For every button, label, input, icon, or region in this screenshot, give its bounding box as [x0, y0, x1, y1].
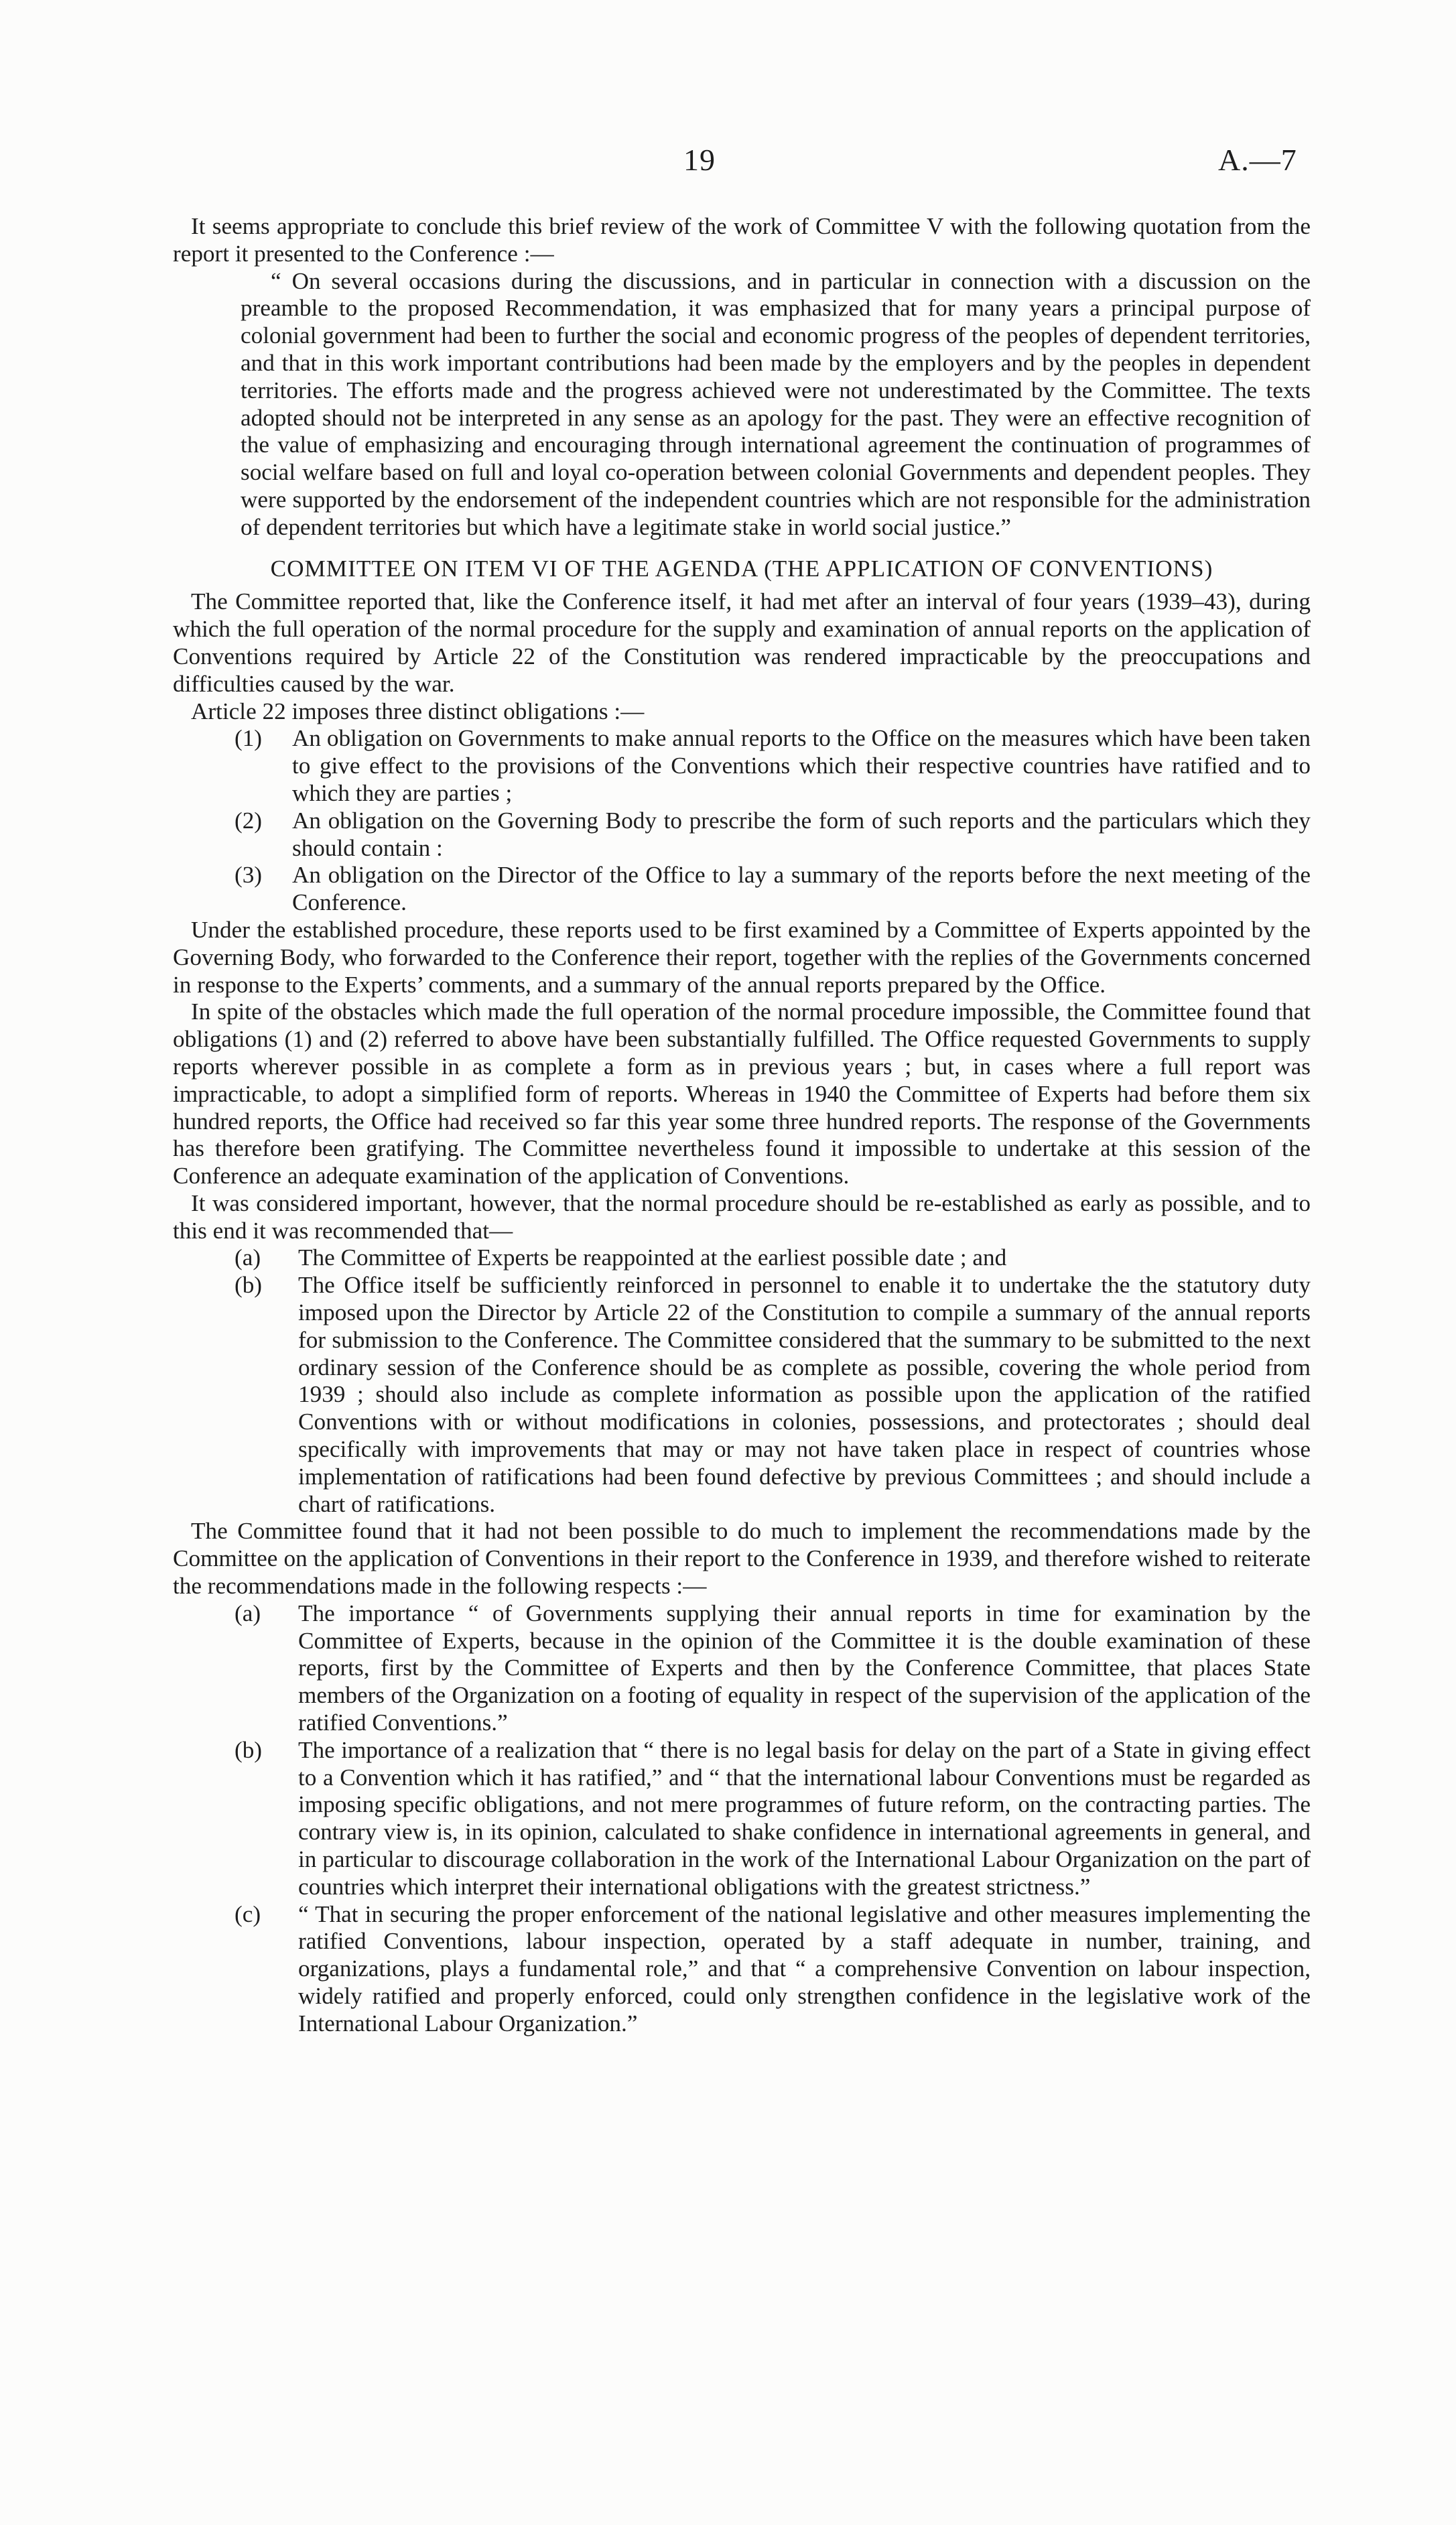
obligation-item — [235, 807, 1311, 862]
paragraph-committee-report: The Committee reported that, like the Conference itself, it had met after an interval of four years (1939–43), during which the full operation of the normal procedure for the supply and examination of annual reports on the application of Conventions required by Article 22 of the Constitution was rendered impracticable by the preoccupations and difficulties caused by the war. — [173, 588, 1311, 697]
paragraph-obstacles: In spite of the obstacles which made the full operation of the normal procedure impossible, the Committee found that obligations (1) and (2) referred to above have been substantially fulfilled. The Office requested Governments to supply reports wherever possible in as complete a form as in previous years ; but, in cases where a full report was impracticable, to adopt a simplified form of reports. Whereas in 1940 the Committee of Experts had before them six hundred reports, the Office had received so far this year some three hundred reports. The response of the Governments has therefore been gratifying. The Committee nevertheless found it impossible to undertake at this session of the Conference an adequate examination of the application of Conventions. — [173, 998, 1311, 1189]
recommendation-label: (a) — [235, 1244, 261, 1271]
obligation-label: (1) — [235, 725, 263, 752]
respect-text: The importance “ of Governments supplying their annual reports in time for examination by the Committee of Experts, because in the opinion of the Committee it is the double examination of these reports, first by the Committee of Experts and then by the Conference Committee, that places State members of the Organization on a footing of equality in respect of the supervision of the application of the ratified Conventions.” — [298, 1600, 1311, 1736]
respect-text: “ That in securing the proper enforcement of the national legislative and other measures implementing the ratified Conventions, labour inspection, operated by a staff adequate in number, training, and organizations, plays a fundamental role,” and that “ a comprehensive Convention on labour inspection, widely ratified and properly enforced, could only strengthen confidence in the legislative work of the International Labour Organization.” — [298, 1900, 1311, 2036]
section-heading: COMMITTEE ON ITEM VI OF THE AGENDA (THE APPLICATION OF CONVENTIONS) — [270, 555, 1213, 582]
document-reference: A.—7 — [1218, 143, 1297, 177]
respect-item — [235, 1600, 1311, 1737]
obligation-label: (3) — [235, 862, 263, 889]
recommendation-text: The Office itself be sufficiently reinforced in personnel to enable it to undertake the the statutory duty imposed upon the Director by Article 22 of the Constitution to compile a summary of the annual reports for submission to the Conference. The Committee considered that the summary to be submitted to the next ordinary session of the Conference should be as complete as possible, covering the whole period from 1939 ; should also include as complete information as possible upon the application of the ratified Conventions with or without modifications in colonies, possessions, and protectorates ; should deal specifically with improvements that may or may not have taken place in respect of countries whose implementation of ratifications had been found defective by previous Committees ; and should include a chart of ratifications. — [298, 1272, 1311, 1517]
obligation-label: (2) — [235, 807, 263, 834]
paragraph-established-procedure: Under the established procedure, these reports used to be first examined by a Committee of Experts appointed by the Governing Body, who forwarded to the Conference their report, together with the replies of the Governments concerned in response to the Experts’ comments, and a summary of the annual reports prepared by the Office. — [173, 916, 1311, 998]
respect-text: The importance of a realization that “ there is no legal basis for delay on the part of a State in giving effect to a Convention which it has ratified,” and “ that the international labour Conventions must be regarded as imposing specific obligations, and not mere programmes of future reform, on the contracting parties. The contrary view is, in its opinion, calculated to shake confidence in international agreements in general, and in particular to discourage collaboration in the work of the International Labour Organization on the part of countries which interpret their international obligations with the greatest strictness.” — [298, 1736, 1311, 1900]
committee-v-quotation: “ On several occasions during the discussions, and in particular in connection with a discussion on the preamble to the proposed Recommendation, it was emphasized that for many years a principal purpose of colonial government had been to further the social and economic progress of the peoples of dependent territories, and that in this work important contributions had been made by the employers and by the peoples in dependent territories. The efforts made and the progress achieved were not underestimated by the Committee. The texts adopted should not be interpreted in any sense as an apology for the past. They were an effective recognition of the value of emphasizing and encouraging through international agreement the continuation of programmes of social welfare based on full and loyal co-operation between colonial Governments and dependent peoples. They were supported by the endorsement of the independent countries which are not responsible for the administration of dependent territories but which have a legitimate stake in world social justice.” — [241, 267, 1311, 540]
paragraph-recommended: It was considered important, however, that the normal procedure should be re-established as early as possible, and to this end it was recommended that— — [173, 1189, 1311, 1244]
recommendation-item — [235, 1244, 1311, 1272]
obligation-text: An obligation on the Governing Body to prescribe the form of such reports and the particulars which they should contain : — [292, 807, 1311, 861]
obligation-text: An obligation on Governments to make annual reports to the Office on the measures which have been taken to give effect to the provisions of the Conventions which their respective countries have ratified and to which they are parties ; — [292, 725, 1311, 806]
paragraph-article-22: Article 22 imposes three distinct obligations :— — [191, 698, 645, 724]
respect-label: (b) — [235, 1736, 263, 1763]
respect-item — [235, 1737, 1311, 1901]
obligation-item — [235, 725, 1311, 807]
obligation-text: An obligation on the Director of the Office to lay a summary of the reports before the next meeting of the Conference. — [292, 862, 1311, 916]
recommendation-item — [235, 1272, 1311, 1518]
page-number: 19 — [683, 143, 716, 177]
recommendation-label: (b) — [235, 1272, 263, 1299]
recommendation-text: The Committee of Experts be reappointed at the earliest possible date ; and — [298, 1244, 1007, 1271]
obligation-item — [235, 862, 1311, 917]
respect-label: (c) — [235, 1900, 261, 1927]
respect-item — [235, 1901, 1311, 2038]
respect-label: (a) — [235, 1600, 261, 1626]
intro-paragraph: It seems appropriate to conclude this brief review of the work of Committee V with the following quotation from the report it presented to the Conference :— — [173, 213, 1311, 267]
page-body — [173, 213, 1311, 2038]
paragraph-reiterate: The Committee found that it had not been possible to do much to implement the recommendations made by the Committee on the application of Conventions in their report to the Conference in 1939, and therefore wished to reiterate the recommendations made in the following respects :— — [173, 1518, 1311, 1600]
